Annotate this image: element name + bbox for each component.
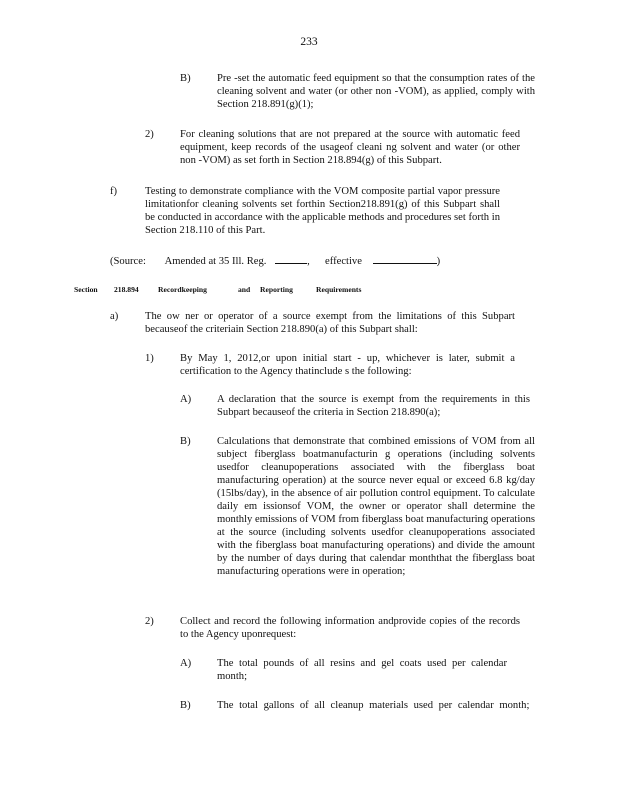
source-amended: Amended at 35 Ill. Reg. bbox=[164, 256, 267, 267]
paragraph-text: By May 1, 2012,or upon initial start - up, whichever is later, submit a certification to the Agency thatinclude s the following: bbox=[180, 353, 515, 377]
paragraph-label: B) bbox=[180, 73, 191, 84]
paragraph-label: A) bbox=[180, 394, 192, 405]
section-title-part: Recordkeeping bbox=[158, 285, 207, 294]
paragraph-text: Collect and record the following information andprovide copies of the records to the Agency uponrequest: bbox=[180, 616, 520, 640]
paragraph-label: 2) bbox=[145, 129, 154, 140]
paragraph-text: Testing to demonstrate compliance with the VOM composite partial vapor pressure limitationfor cleaning solvents set forthin Section218.891(g) of this Subpart shall be conducted in accordance with the applicable methods and procedures set forth in Section 218.110 of this Part. bbox=[145, 186, 500, 236]
paragraph-text: The total gallons of all cleanup materials used per calendar month; bbox=[217, 700, 530, 711]
paragraph-label: A) bbox=[180, 658, 192, 669]
paragraph-label: B) bbox=[180, 700, 191, 711]
paragraph-label: f) bbox=[110, 186, 118, 197]
source-effective: effective bbox=[325, 256, 362, 267]
paragraph-text: A declaration that the source is exempt from the requirements in this Subpart becauseof the criteria in Section 218.890(a); bbox=[217, 394, 530, 418]
paragraph-text: The ow ner or operator of a source exempt from the limitations of this Subpart becauseof the criteriain Section 218.890(a) of this Subpart shall: bbox=[145, 311, 515, 335]
section-word: Section bbox=[74, 285, 98, 294]
paragraph-text: Pre -set the automatic feed equipment so that the consumption rates of the cleaning solvent and water (or other non -VOM), as applied, comply with Section 218.891(g)(1); bbox=[217, 73, 535, 110]
paragraph-label: a) bbox=[110, 311, 119, 322]
section-title-part: Requirements bbox=[316, 285, 362, 294]
section-title-part: and bbox=[238, 285, 251, 294]
paragraph-label: B) bbox=[180, 436, 191, 447]
paragraph-label: 1) bbox=[145, 353, 154, 364]
blank-effective-date bbox=[373, 254, 437, 264]
paragraph-text: The total pounds of all resins and gel coats used per calendar month; bbox=[217, 658, 507, 682]
section-title-part: Reporting bbox=[260, 285, 293, 294]
source-note bbox=[110, 254, 440, 268]
paragraph-text: For cleaning solutions that are not prepared at the source with automatic feed equipment, keep records of the usageof cleani ng solvent and water (or other non -VOM) as set forth in Section 218.894(g) of this Subpart. bbox=[180, 129, 520, 166]
section-number: 218.894 bbox=[114, 285, 139, 294]
source-suffix: ) bbox=[436, 256, 441, 267]
page-number: 233 bbox=[300, 36, 318, 48]
paragraph-label: 2) bbox=[145, 616, 154, 627]
blank-register-volume bbox=[275, 254, 307, 264]
paragraph-text: Calculations that demonstrate that combined emissions of VOM from all subject fiberglass boatmanufacturin g operations (including solvents usedfor cleanupoperations associated with the fiberglass boat manufacturing operation) at the source never equal or exceed 6.8 kg/day (15lbs/day), in the absence of air pollution control equipment. To calculate daily em issionsof VOM, the owner or operator shall determine the monthly emissions of VOM from fiberglass boat manufacturing operations at the source (including solvents usedfor cleanupoperations associated with the fiberglass boat manufacturing operations) and divide the amount by the number of days during that calendar monththat the fiberglass boat manufacturing operations were in operation; bbox=[217, 436, 535, 577]
source-prefix: (Source: bbox=[110, 256, 146, 267]
source-comma: , bbox=[307, 256, 310, 267]
